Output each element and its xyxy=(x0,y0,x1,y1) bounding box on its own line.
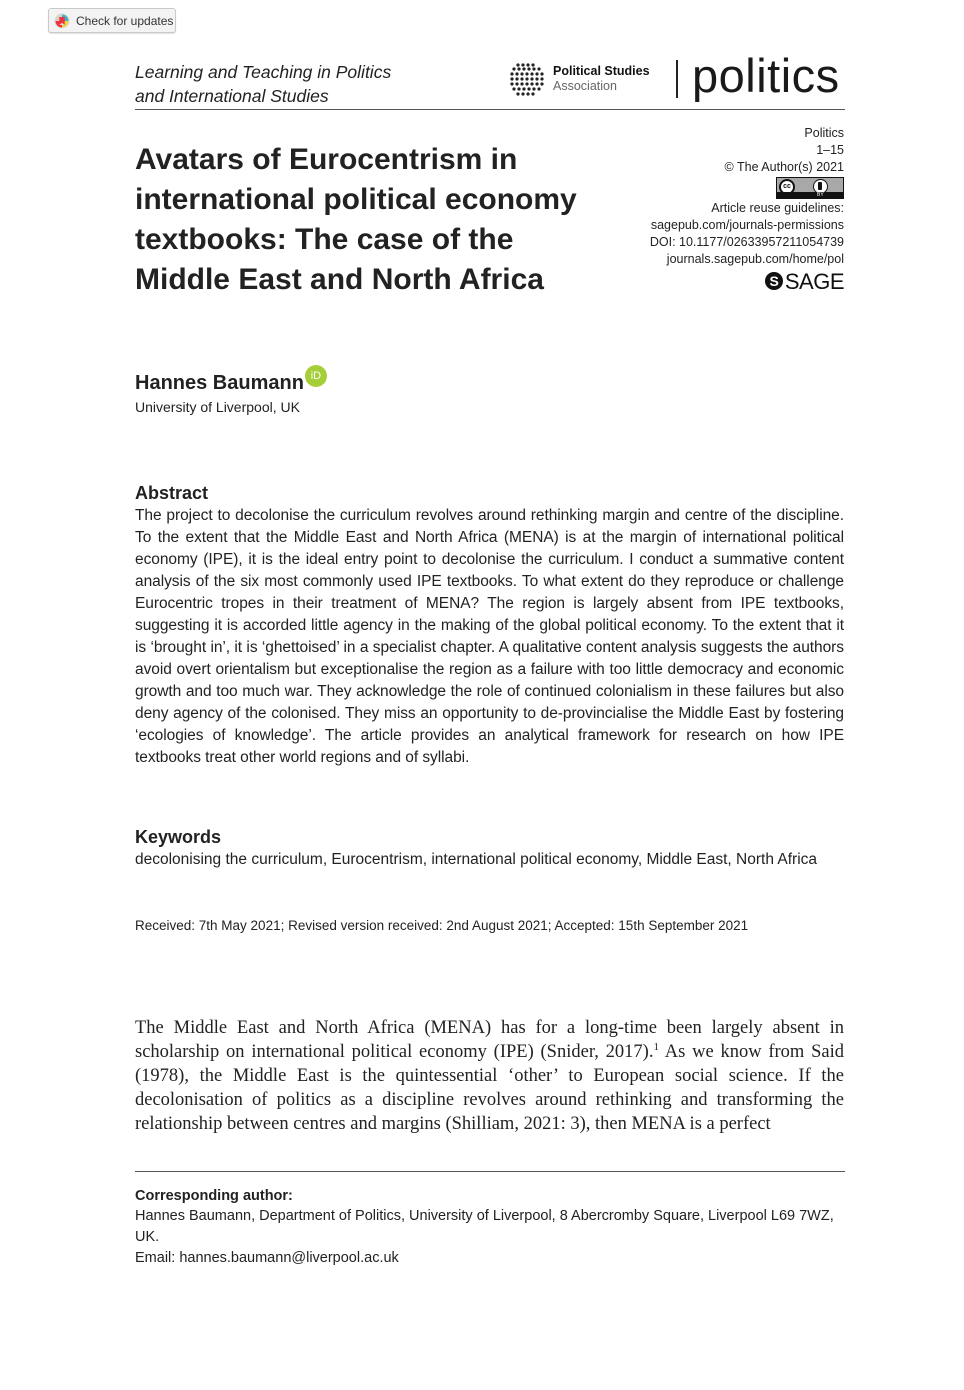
crossmark-icon xyxy=(54,13,70,29)
body-paragraph xyxy=(135,1016,844,1136)
article-info xyxy=(600,125,844,294)
corresponding-details xyxy=(135,1206,835,1269)
footnote-ref[interactable]: 1 xyxy=(653,1040,659,1053)
orcid-icon[interactable]: iD xyxy=(305,365,327,387)
journal-name-line-2: and International Studies xyxy=(135,86,329,106)
psa-logo xyxy=(508,61,668,99)
keywords-text: decolonising the curriculum, Eurocentrism, international political economy, Middle East, North Africa xyxy=(135,851,818,868)
journal-name-line-1: Learning and Teaching in Politics xyxy=(135,62,392,82)
psa-name-line-2: Association xyxy=(553,79,617,93)
page-range: 1–15 xyxy=(816,143,844,157)
journal-name xyxy=(135,60,391,108)
check-for-updates-label: Check for updates xyxy=(76,13,174,28)
journal-link[interactable]: journals.sagepub.com/home/pol xyxy=(666,252,844,266)
author-affiliation: University of Liverpool, UK xyxy=(135,399,300,415)
cc-by-label: BY xyxy=(817,192,824,198)
header-divider xyxy=(676,60,678,98)
footer-rule xyxy=(135,1171,845,1172)
body-text-part-1: The Middle East and North Africa (MENA) has for a long-time been largely absent in scholarship on international political economy (IPE) (Snider, 2017). xyxy=(135,1018,844,1062)
abstract-heading: Abstract xyxy=(135,483,209,503)
check-for-updates-button[interactable] xyxy=(48,8,176,33)
sage-s-icon: S xyxy=(765,272,783,290)
sage-logo xyxy=(765,268,844,294)
reuse-label: Article reuse guidelines: xyxy=(711,201,844,215)
abstract-text: The project to decolonise the curriculum revolves around rethinking margin and centre of the discipline. To the extent that the Middle East and North Africa (MENA) is at the margin of international political economy (IPE), it is the ideal entry point to decolonise the curriculum. I conduct a summative content analysis of the six most commonly used IPE textbooks. To what extent do they reproduce or challenge Eurocentric tropes in their treatment of MENA? The region is largely absent from IPE textbooks, suggesting it is accorded little agency in the making of the global political economy. To the extent that it is ‘brought in’, it is ‘ghettoised’ in a specialist chapter. A qualitative content analysis suggests the authors avoid overt orientalism but exceptionalise the region as a failure with too little democracy and economic growth and too much war. They acknowledge the role of continued colonialism in these failures but also deny agency of the colonised. They miss an opportunity to de-provincialise the Middle East by fostering ‘ecologies of knowledge’. The article provides an analytical framework for research on how IPE textbooks treat other world regions and of syllabi. xyxy=(135,507,844,766)
copyright: © The Author(s) 2021 xyxy=(724,160,844,174)
journal-wordmark: politics xyxy=(692,49,840,102)
body-text-part-2: As we know from Said (1978), the Middle East is the quintessential ‘other’ to European social science. If the decolonisation of politics as a discipline revolves around rethinking and transforming the relationship between centres and margins (Shilliam, 2021: 3), then MENA is a perfect xyxy=(135,1042,844,1134)
psa-name-line-1: Political Studies xyxy=(553,64,650,78)
keywords-heading: Keywords xyxy=(135,827,222,847)
reuse-link[interactable]: sagepub.com/journals-permissions xyxy=(650,218,844,232)
corresponding-address: Hannes Baumann, Department of Politics, University of Liverpool, 8 Abercromby Square, Liverpool L69 7WZ, UK. xyxy=(135,1208,834,1245)
received-dates: Received: 7th May 2021; Revised version received: 2nd August 2021; Accepted: 15th September 2021 xyxy=(135,918,749,933)
psa-text xyxy=(553,64,650,94)
author-name: Hannes Baumann xyxy=(135,372,304,394)
corresponding-heading: Corresponding author: xyxy=(135,1188,293,1204)
psa-dots-icon xyxy=(508,61,546,99)
article-title: Avatars of Eurocentrism in international political economy textbooks: The case of the Middle East and North Africa xyxy=(135,143,577,296)
author xyxy=(135,369,327,397)
corresponding-email[interactable]: Email: hannes.baumann@liverpool.ac.uk xyxy=(135,1250,399,1266)
header-rule xyxy=(135,109,845,110)
journal-label: Politics xyxy=(804,126,844,140)
cc-by-icon: cc BY xyxy=(776,177,844,199)
doi[interactable]: DOI: 10.1177/02633957211054739 xyxy=(649,235,844,249)
sage-wordmark: SAGE xyxy=(784,268,844,294)
